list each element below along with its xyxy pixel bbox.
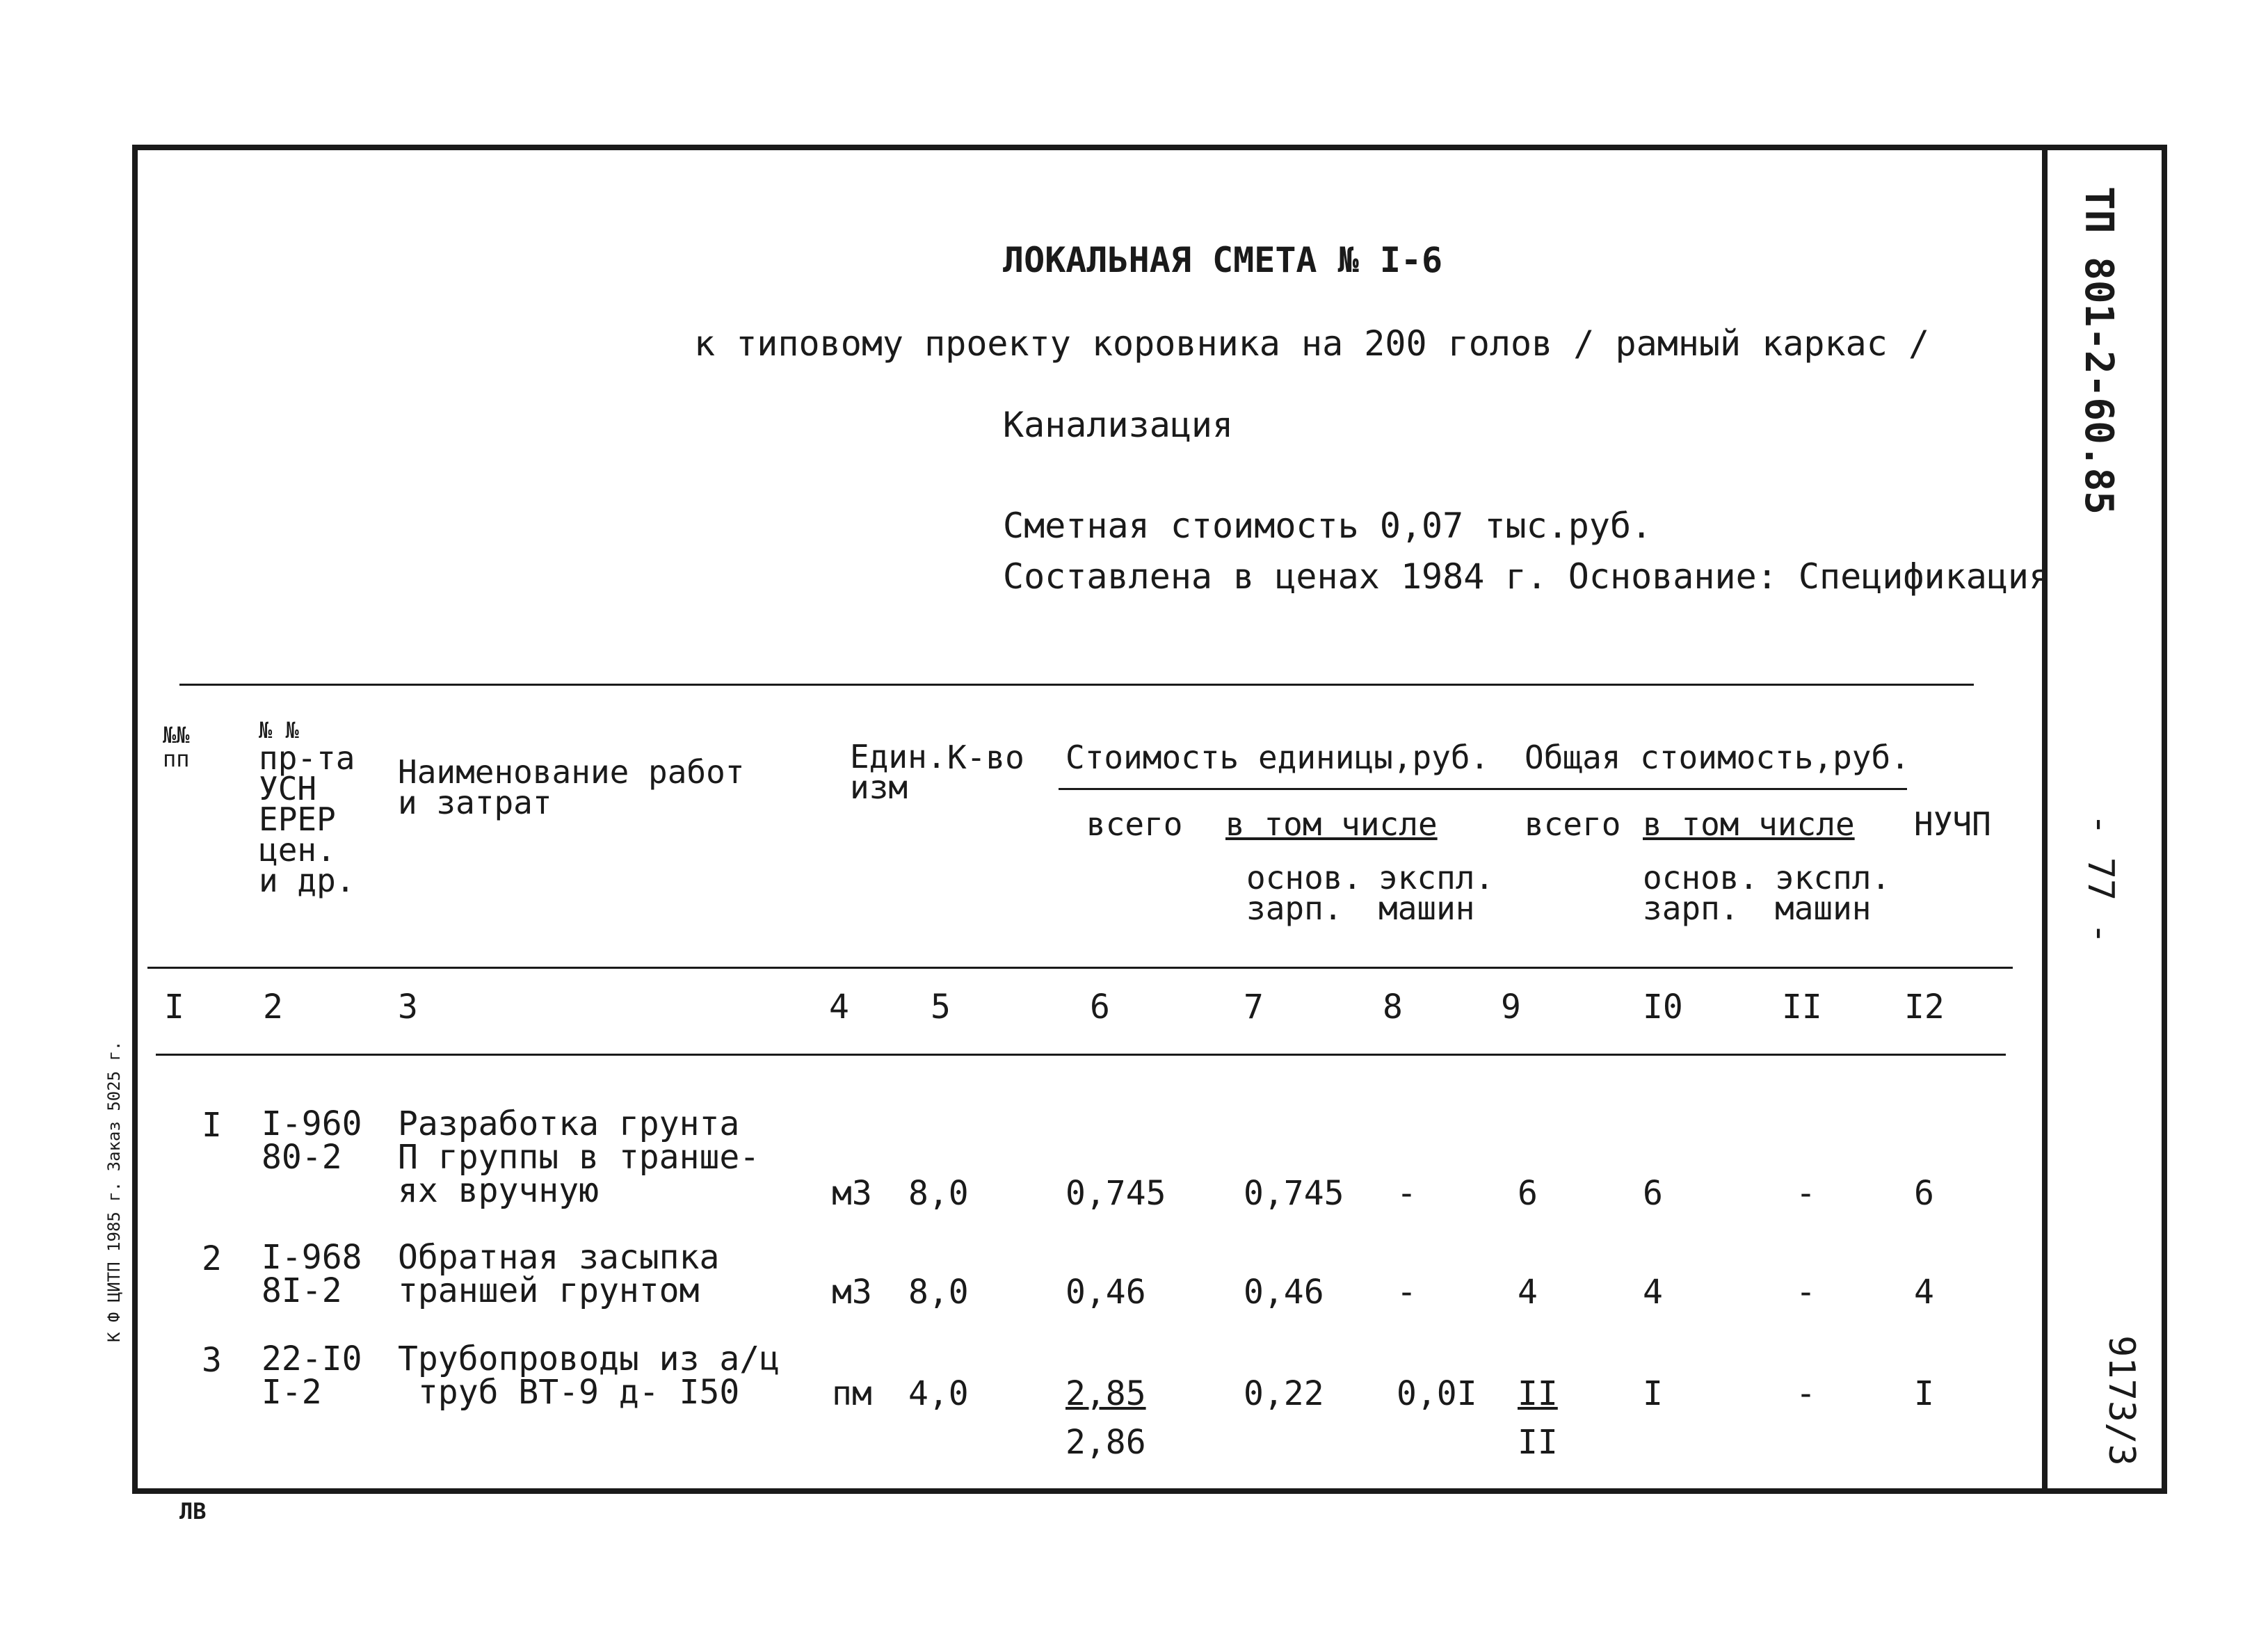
row-number: 2 [202,1239,222,1278]
name-line: Обратная засыпка [398,1238,720,1277]
col-number: 5 [931,988,951,1027]
code-line: 80-2 [262,1138,342,1177]
total-mach-header [1775,859,1891,927]
sheet-number: 9173/3 [2100,1335,2142,1466]
header-line: №№ [163,722,190,748]
row-unit: м3 [832,1174,872,1213]
row-total: 6 [1518,1174,1538,1213]
row-number: I [202,1106,222,1145]
row-total: 4 [1518,1273,1538,1312]
header-line: экспл. [1775,859,1891,896]
name-line: траншей грунтом [398,1271,700,1310]
unit-cost-header: Стоимость единицы,руб. [1065,739,1490,776]
frame-line [2042,145,2167,150]
header-line: пр-та [259,739,355,777]
col3-header [398,753,745,821]
col-number-rule [156,1054,2006,1056]
row-code [262,1104,362,1177]
header-line: и затрат [398,784,552,821]
col-number: 4 [829,988,849,1027]
group-header-rule [1059,788,1907,790]
row-code [262,1238,362,1310]
subtitle: к типовому проекту коровника на 200 голов / рамный каркас / [694,323,1930,364]
header-line: ЕРЕР [259,800,336,838]
total-cost-header: Общая стоимость,руб. [1525,739,1910,776]
row-name [398,1104,760,1210]
print-stamp: К Ф ЦИТП 1985 г. Заказ 5025 г. [104,1040,124,1342]
row-name [398,1238,720,1310]
col-number: II [1782,988,1822,1027]
row-unit-wage: 0,745 [1244,1174,1344,1213]
unit-mach-header [1378,859,1495,927]
row-qty: 8,0 [908,1273,969,1312]
header-line: основ. [1246,859,1362,896]
col-number: 9 [1501,988,1521,1027]
row-unit-mach: - [1397,1273,1417,1312]
header-line: Наименование работ [398,753,745,791]
row-unit-total: 0,46 [1065,1273,1146,1312]
code-line: 8I-2 [262,1271,342,1310]
row-unit-wage: 0,22 [1244,1374,1324,1413]
header-line: основ. [1643,859,1759,896]
header-line: машин [1775,890,1872,927]
col5-header: К-во [947,739,1024,776]
name-line: П группы в транше- [398,1138,760,1177]
total-incl-header: в том числе [1643,805,1855,843]
code-line: I-2 [262,1373,322,1412]
total-wage-header [1643,859,1759,927]
doc-code: ТП 801-2-60.85 [2076,186,2121,515]
nuchp-header: НУЧП [1914,805,1991,843]
header-line: и др. [259,862,355,899]
code-line: I-968 [262,1238,362,1277]
col-number: I [164,988,184,1027]
table-top-rule [179,684,1974,686]
row-unit-mach: - [1397,1174,1417,1213]
header-line: УСН [259,770,317,807]
row-total-mach: - [1796,1374,1816,1413]
row-nuchp: 6 [1914,1174,1934,1213]
header-line: цен. [259,831,336,869]
header-line: пп [163,746,190,772]
col-number: 8 [1383,988,1403,1027]
cost-line: Сметная стоимость 0,07 тыс.руб. [1003,506,1652,546]
code-line: 22-I0 [262,1339,362,1378]
row-qty: 8,0 [908,1174,969,1213]
row-number: 3 [202,1341,222,1380]
header-line: Един. [850,738,947,775]
header-line: машин [1378,890,1475,927]
header-line: зарп. [1643,890,1739,927]
bottom-mark: ЛВ [179,1498,207,1524]
name-line: Трубопроводы из а/ц [398,1339,780,1378]
header-line: изм [850,768,908,806]
unit-wage-header [1246,859,1362,927]
page-number: - 77 - [2080,814,2121,944]
name-line: ях вручную [398,1171,599,1210]
basis-line: Составлена в ценах 1984 г. Основание: Спецификация [1003,556,2050,597]
header-line: № № [259,717,299,743]
row-unit-mach: 0,0I [1397,1374,1477,1413]
row-unit: м3 [832,1273,872,1312]
col-number: 2 [263,988,283,1027]
header-bottom-rule [147,967,2013,969]
row-total-corrected: II [1518,1423,1558,1462]
row-total-mach: - [1796,1273,1816,1312]
name-line: Разработка грунта [398,1104,740,1143]
col-number: 6 [1090,988,1110,1027]
name-line: труб ВТ-9 д- I50 [398,1373,740,1412]
header-line: экспл. [1378,859,1495,896]
col-number: 3 [398,988,418,1027]
col-number: 7 [1244,988,1264,1027]
row-unit-total-corrected: 2,86 [1065,1423,1146,1462]
col-number: I2 [1904,988,1945,1027]
col-number: I0 [1643,988,1683,1027]
row-total-wage: 4 [1643,1273,1663,1312]
row-total: II [1518,1374,1558,1413]
row-unit-wage: 0,46 [1244,1273,1324,1312]
unit-incl-header: в том числе [1225,805,1438,843]
frame-divider [2042,145,2048,1494]
header-line: зарп. [1246,890,1343,927]
col4-header [850,738,947,806]
row-nuchp: I [1914,1374,1934,1413]
col1-header [163,723,190,771]
row-code [262,1339,362,1412]
frame-edge [2162,145,2167,1494]
page-title: ЛОКАЛЬНАЯ СМЕТА № I-6 [1003,240,1443,280]
row-unit-total: 0,745 [1065,1174,1166,1213]
row-total-wage: I [1643,1374,1663,1413]
total-total-header: всего [1525,805,1621,843]
row-unit-total: 2,85 [1065,1374,1146,1413]
row-total-mach: - [1796,1174,1816,1213]
section-title: Канализация [1003,405,1234,445]
code-line: I-960 [262,1104,362,1143]
unit-total-header: всего [1086,805,1183,843]
frame-line [2042,1488,2167,1494]
col2-header [259,717,355,899]
row-unit: пм [832,1374,872,1413]
row-name [398,1339,780,1412]
row-qty: 4,0 [908,1374,969,1413]
row-total-wage: 6 [1643,1174,1663,1213]
row-nuchp: 4 [1914,1273,1934,1312]
